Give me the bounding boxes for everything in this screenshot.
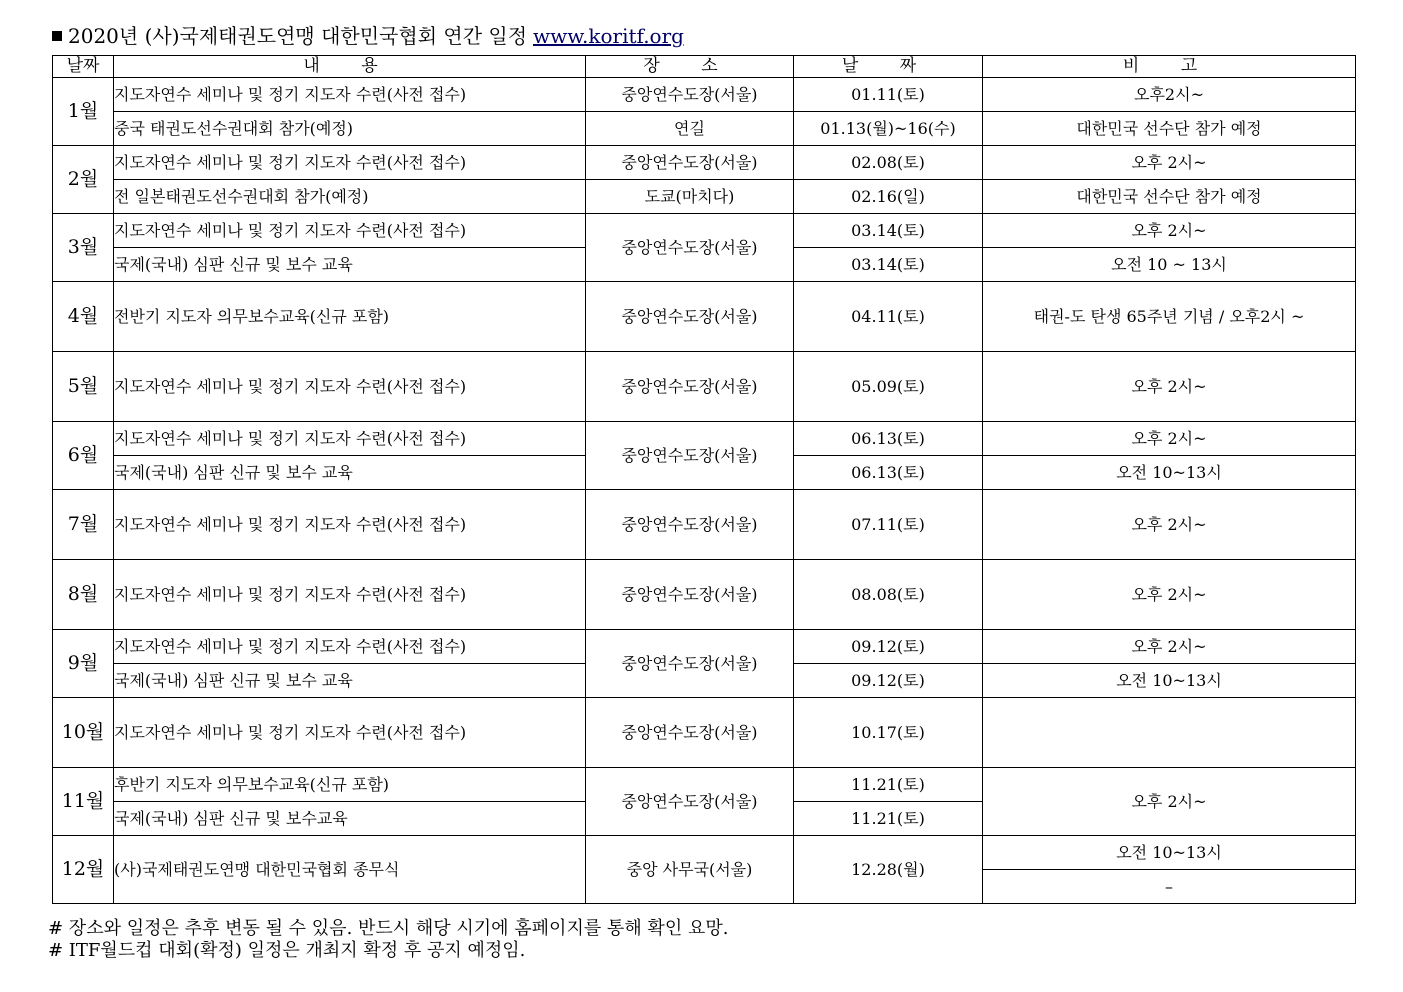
- note-cell: 오전 10~13시: [983, 456, 1356, 490]
- content-cell: 지도자연수 세미나 및 정기 지도자 수련(사전 접수): [114, 352, 586, 422]
- table-row: [53, 698, 1356, 768]
- table-row: [53, 352, 1356, 422]
- date-cell: 12.28(월): [794, 836, 983, 904]
- note-cell: 오전 10 ~ 13시: [983, 248, 1356, 282]
- content-cell: 지도자연수 세미나 및 정기 지도자 수련(사전 접수): [114, 560, 586, 630]
- date-cell: 01.11(토): [794, 78, 983, 112]
- table-row: [53, 180, 1356, 214]
- place-cell: 중앙연수도장(서울): [586, 214, 794, 282]
- table-row: [53, 78, 1356, 112]
- date-cell: 09.12(토): [794, 630, 983, 664]
- content-cell: 지도자연수 세미나 및 정기 지도자 수련(사전 접수): [114, 698, 586, 768]
- content-cell: 지도자연수 세미나 및 정기 지도자 수련(사전 접수): [114, 214, 586, 248]
- content-cell: 지도자연수 세미나 및 정기 지도자 수련(사전 접수): [114, 630, 586, 664]
- content-cell: 국제(국내) 심판 신규 및 보수교육: [114, 802, 586, 836]
- content-cell: 국제(국내) 심판 신규 및 보수 교육: [114, 456, 586, 490]
- place-cell: 중앙 사무국(서울): [586, 836, 794, 904]
- month-cell: 1월: [53, 78, 114, 146]
- table-row: [53, 490, 1356, 560]
- content-cell: 지도자연수 세미나 및 정기 지도자 수련(사전 접수): [114, 146, 586, 180]
- note-cell: 대한민국 선수단 참가 예정: [983, 180, 1356, 214]
- note-cell: 오후 2시~: [983, 214, 1356, 248]
- date-cell: 01.13(월)~16(수): [794, 112, 983, 146]
- note-cell: 태권-도 탄생 65주년 기념 / 오후2시 ~: [983, 282, 1356, 352]
- place-cell: 중앙연수도장(서울): [586, 490, 794, 560]
- header-when: 날 짜: [794, 56, 983, 78]
- table-row: [53, 146, 1356, 180]
- date-cell: 05.09(토): [794, 352, 983, 422]
- month-cell: 3월: [53, 214, 114, 282]
- date-cell: 10.17(토): [794, 698, 983, 768]
- date-cell: 08.08(토): [794, 560, 983, 630]
- date-cell: 06.13(토): [794, 422, 983, 456]
- content-cell: (사)국제태권도연맹 대한민국협회 종무식: [114, 836, 586, 904]
- note-cell: 대한민국 선수단 참가 예정: [983, 112, 1356, 146]
- content-cell: 지도자연수 세미나 및 정기 지도자 수련(사전 접수): [114, 490, 586, 560]
- date-cell: 02.08(토): [794, 146, 983, 180]
- place-cell: 도쿄(마치다): [586, 180, 794, 214]
- note-cell: 오후 2시~: [983, 560, 1356, 630]
- table-row: [53, 112, 1356, 146]
- table-row: [53, 422, 1356, 456]
- place-cell: 중앙연수도장(서울): [586, 422, 794, 490]
- footnotes: [48, 918, 728, 962]
- date-cell: 11.21(토): [794, 768, 983, 802]
- square-bullet-icon: [52, 31, 62, 41]
- place-cell: 중앙연수도장(서울): [586, 146, 794, 180]
- place-cell: 중앙연수도장(서울): [586, 282, 794, 352]
- month-cell: 5월: [53, 352, 114, 422]
- date-cell: 06.13(토): [794, 456, 983, 490]
- month-cell: 10월: [53, 698, 114, 768]
- place-cell: 중앙연수도장(서울): [586, 78, 794, 112]
- place-cell: 중앙연수도장(서울): [586, 768, 794, 836]
- month-cell: 12월: [53, 836, 114, 904]
- page-title: [52, 22, 684, 50]
- header-place: 장 소: [586, 56, 794, 78]
- footnote-worldcup-notice: # ITF월드컵 대회(확정) 일정은 개최지 확정 후 공지 예정임.: [48, 940, 526, 961]
- header-date: 날짜: [53, 56, 114, 78]
- table-row: [53, 214, 1356, 248]
- date-cell: 03.14(토): [794, 248, 983, 282]
- date-cell: 04.11(토): [794, 282, 983, 352]
- schedule-table: [52, 55, 1356, 904]
- month-cell: 6월: [53, 422, 114, 490]
- date-cell: 09.12(토): [794, 664, 983, 698]
- table-row: [53, 560, 1356, 630]
- content-cell: 국제(국내) 심판 신규 및 보수 교육: [114, 664, 586, 698]
- note-cell: 오후 2시~: [983, 630, 1356, 664]
- content-cell: 지도자연수 세미나 및 정기 지도자 수련(사전 접수): [114, 422, 586, 456]
- place-cell: 중앙연수도장(서울): [586, 352, 794, 422]
- table-row: [53, 282, 1356, 352]
- content-cell: 전반기 지도자 의무보수교육(신규 포함): [114, 282, 586, 352]
- content-cell: 중국 태권도선수권대회 참가(예정): [114, 112, 586, 146]
- note-cell: –: [983, 870, 1356, 904]
- month-cell: 8월: [53, 560, 114, 630]
- title-text: 2020년 (사)국제태권도연맹 대한민국협회 연간 일정: [68, 24, 528, 48]
- note-cell: 오후 2시~: [983, 490, 1356, 560]
- note-cell: 오후 2시~: [983, 768, 1356, 836]
- note-cell: [983, 698, 1356, 768]
- note-cell: 오전 10~13시: [983, 664, 1356, 698]
- month-cell: 2월: [53, 146, 114, 214]
- header-note: 비 고: [983, 56, 1356, 78]
- footnote-change-notice: # 장소와 일정은 추후 변동 될 수 있음. 반드시 해당 시기에 홈페이지를 통해 확인 요망.: [48, 918, 729, 939]
- content-cell: 전 일본태권도선수권대회 참가(예정): [114, 180, 586, 214]
- table-header-row: [53, 56, 1356, 78]
- website-link[interactable]: www.koritf.org: [533, 24, 684, 48]
- note-cell: 오후 2시~: [983, 146, 1356, 180]
- table-row: [53, 768, 1356, 802]
- content-cell: 후반기 지도자 의무보수교육(신규 포함): [114, 768, 586, 802]
- note-cell: 오전 10~13시: [983, 836, 1356, 870]
- table-row: [53, 836, 1356, 870]
- month-cell: 9월: [53, 630, 114, 698]
- content-cell: 국제(국내) 심판 신규 및 보수 교육: [114, 248, 586, 282]
- date-cell: 07.11(토): [794, 490, 983, 560]
- date-cell: 02.16(일): [794, 180, 983, 214]
- note-cell: 오후 2시~: [983, 352, 1356, 422]
- month-cell: 7월: [53, 490, 114, 560]
- place-cell: 중앙연수도장(서울): [586, 630, 794, 698]
- note-cell: 오후 2시~: [983, 422, 1356, 456]
- header-content: 내 용: [114, 56, 586, 78]
- place-cell: 중앙연수도장(서울): [586, 560, 794, 630]
- month-cell: 4월: [53, 282, 114, 352]
- place-cell: 연길: [586, 112, 794, 146]
- date-cell: 11.21(토): [794, 802, 983, 836]
- note-cell: 오후2시~: [983, 78, 1356, 112]
- table-row: [53, 630, 1356, 664]
- place-cell: 중앙연수도장(서울): [586, 698, 794, 768]
- content-cell: 지도자연수 세미나 및 정기 지도자 수련(사전 접수): [114, 78, 586, 112]
- date-cell: 03.14(토): [794, 214, 983, 248]
- month-cell: 11월: [53, 768, 114, 836]
